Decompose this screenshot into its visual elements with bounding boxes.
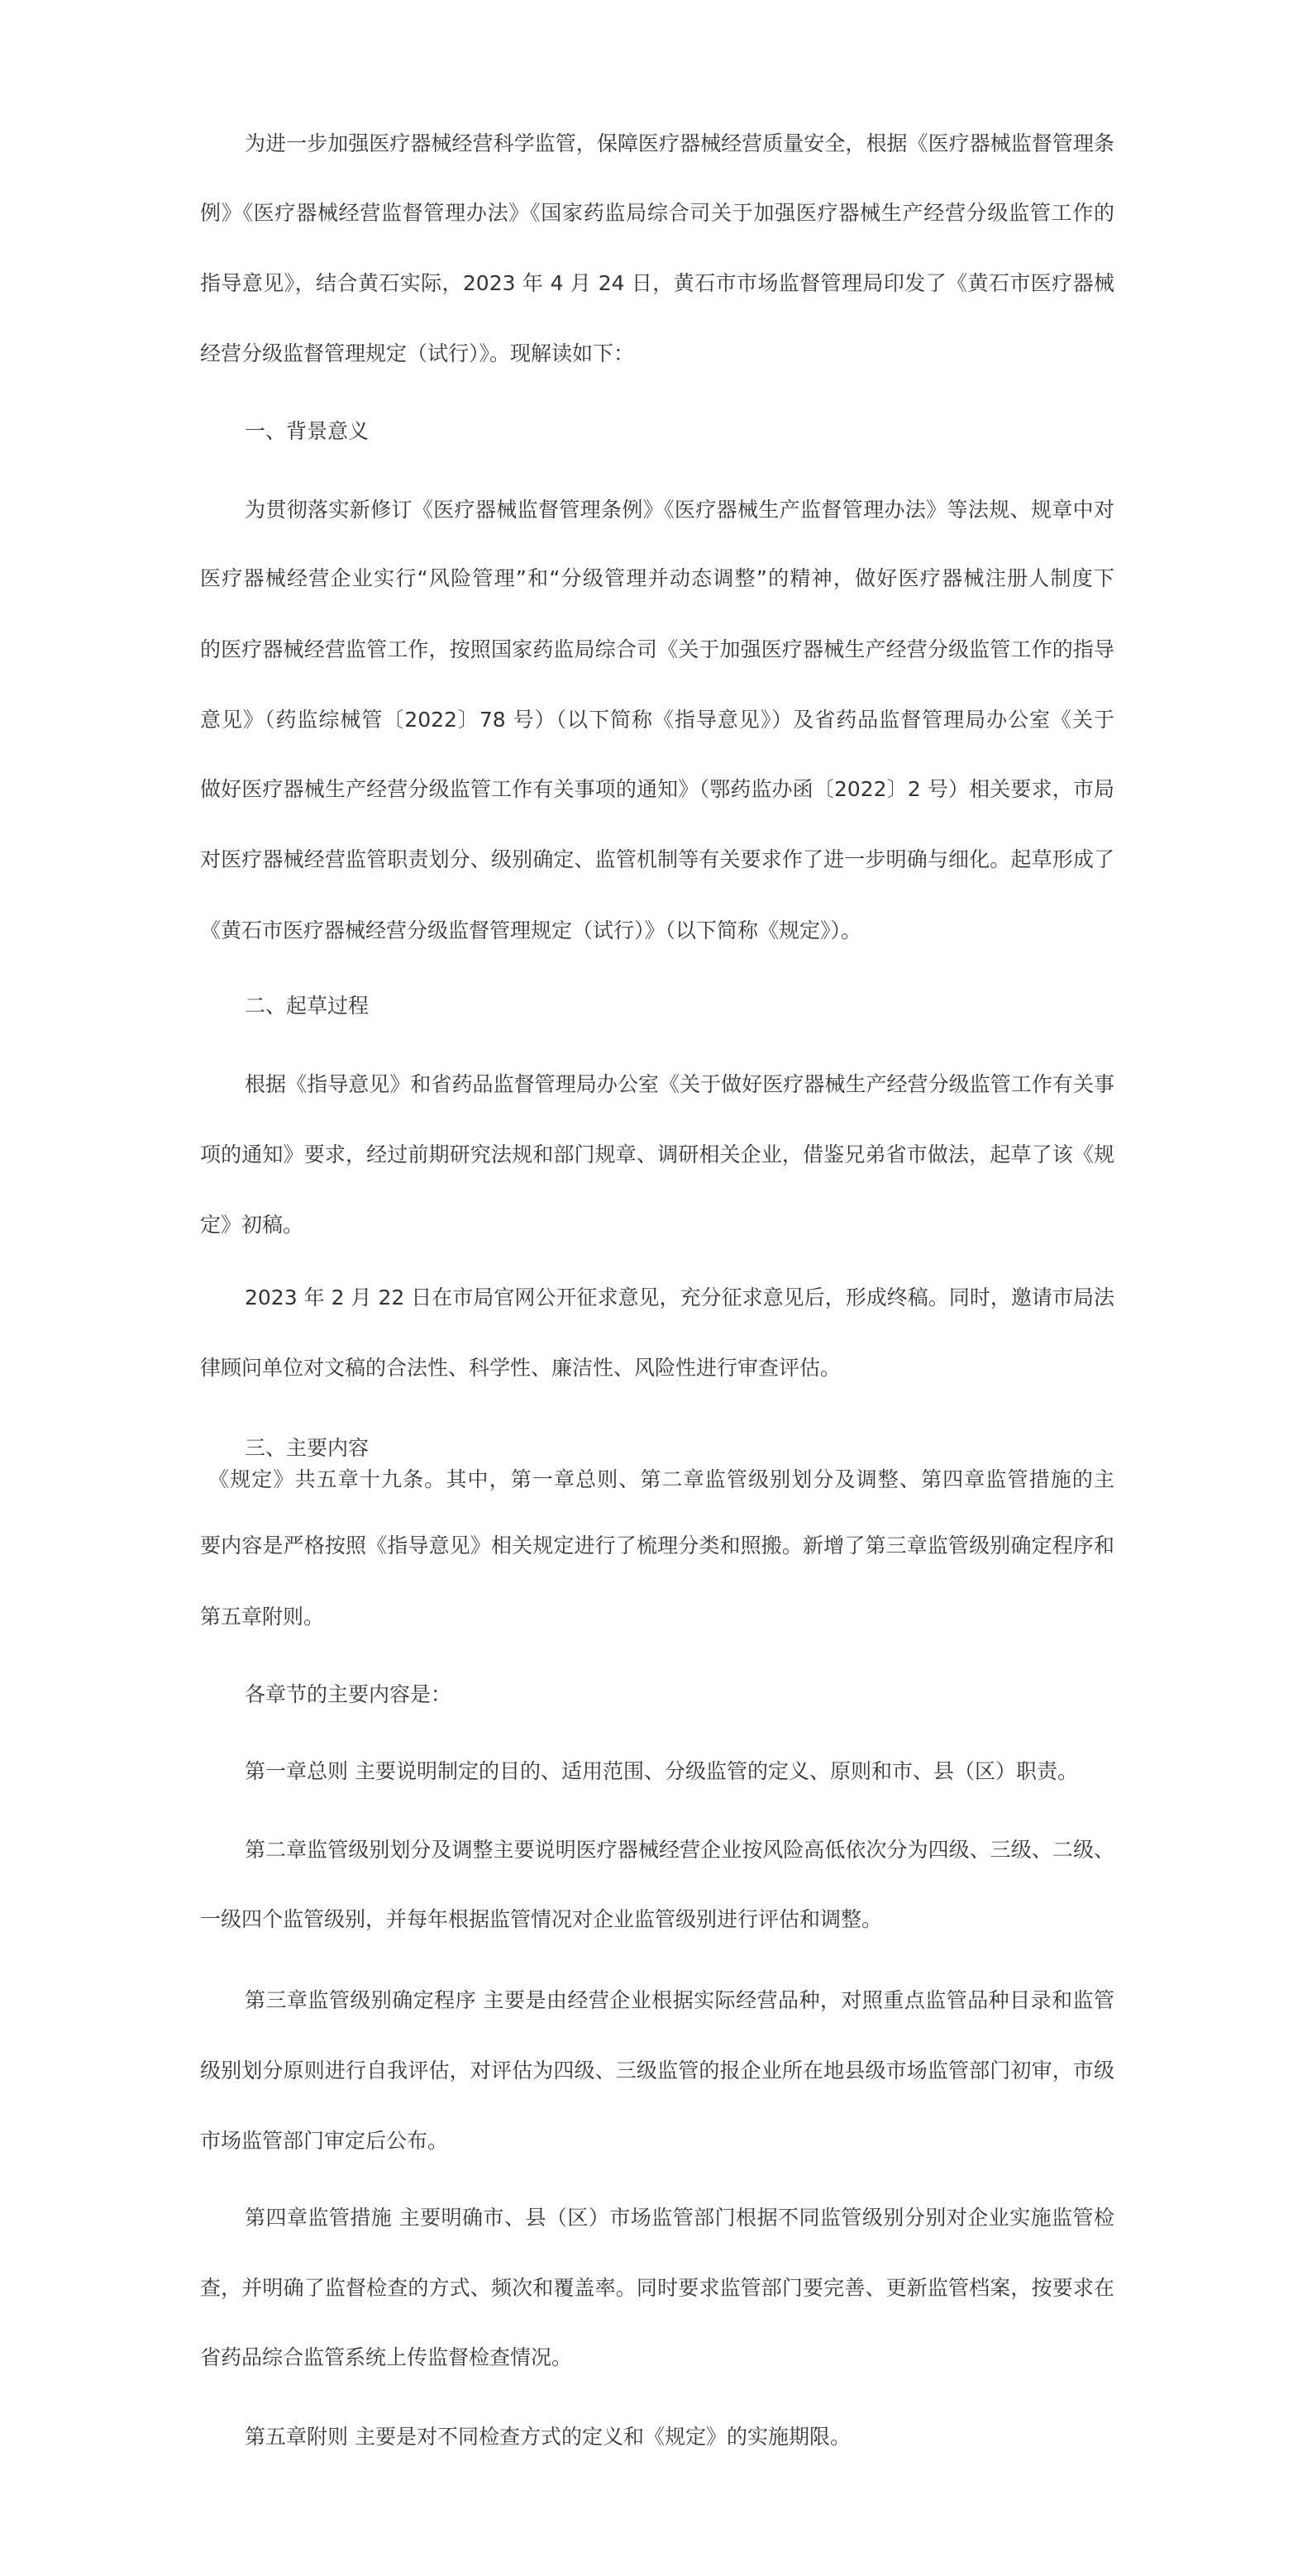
paragraph-line: 为贯彻落实新修订《医疗器械监督管理条例》《医疗器械生产监督管理办法》等法规、规章中对: [245, 498, 1114, 522]
paragraph-line: 对医疗器械经营监管职责划分、级别确定、监管机制等有关要求作了进一步明确与细化。起草形成了: [200, 847, 1114, 871]
paragraph-line: 第五章附则 主要是对不同检查方式的定义和《规定》的实施期限。: [245, 2425, 851, 2449]
section-heading-main-content: 三、主要内容: [245, 1436, 370, 1460]
paragraph-line: 查，并明确了监督检查的方式、频次和覆盖率。同时要求监管部门要完善、更新监管档案，按要求在: [200, 2276, 1114, 2300]
paragraph-line: 第五章附则。: [200, 1605, 325, 1629]
paragraph-line: 根据《指导意见》和省药品监督管理局办公室《关于做好医疗器械生产经营分级监管工作有关事: [245, 1072, 1114, 1096]
paragraph-line: 医疗器械经营企业实行“风险管理”和“分级管理并动态调整”的精神，做好医疗器械注册人制度下: [200, 566, 1114, 590]
section-heading-background: 一、背景意义: [245, 419, 370, 443]
paragraph-line: 省药品综合监管系统上传监督检查情况。: [200, 2345, 573, 2369]
paragraph-line: 一级四个监管级别，并每年根据监管情况对企业监管级别进行评估和调整。: [200, 1907, 883, 1931]
paragraph-line: 例》《医疗器械经营监督管理办法》《国家药监局综合司关于加强医疗器械生产经营分级监管工作的: [200, 201, 1114, 225]
paragraph-line: 《规定》共五章十九条。其中，第一章总则、第二章监管级别划分及调整、第四章监管措施的主: [208, 1467, 1114, 1491]
paragraph-line: 第一章总则 主要说明制定的目的、适用范围、分级监管的定义、原则和市、县（区）职责。: [245, 1759, 1078, 1783]
chapters-intro: 各章节的主要内容是：: [245, 1682, 452, 1706]
paragraph-line: 第二章监管级别划分及调整主要说明医疗器械经营企业按风险高低依次分为四级、三级、二级、: [245, 1838, 1114, 1862]
paragraph-line: 项的通知》要求，经过前期研究法规和部门规章、调研相关企业，借鉴兄弟省市做法，起草了该《规: [200, 1143, 1114, 1166]
paragraph-line: 市场监管部门审定后公布。: [200, 2129, 449, 2153]
paragraph-line: 做好医疗器械生产经营分级监管工作有关事项的通知》（鄂药监办函〔2022〕2 号）相关要求，市局: [200, 777, 1114, 801]
paragraph-line: 经营分级监督管理规定（试行）》。现解读如下：: [200, 341, 635, 365]
paragraph-line: 为进一步加强医疗器械经营科学监管，保障医疗器械经营质量安全，根据《医疗器械监督管理条: [245, 131, 1114, 155]
paragraph-line: 意见》（药监综械管〔2022〕78 号）（以下简称《指导意见》）及省药品监督管理局办公室《关于: [200, 708, 1114, 732]
paragraph-line: 第四章监管措施 主要明确市、县（区）市场监管部门根据不同监管级别分别对企业实施监管检: [245, 2206, 1114, 2230]
paragraph-line: 律顾问单位对文稿的合法性、科学性、廉洁性、风险性进行审查评估。: [200, 1356, 842, 1380]
paragraph-line: 2023 年 2 月 22 日在市局官网公开征求意见，充分征求意见后，形成终稿。同时，邀请市局法: [245, 1286, 1114, 1309]
paragraph-line: 的医疗器械经营监管工作，按照国家药监局综合司《关于加强医疗器械生产经营分级监管工作的指导: [200, 637, 1114, 661]
paragraph-line: 《黄石市医疗器械经营分级监督管理规定（试行）》（以下简称《规定》）。: [200, 918, 862, 942]
paragraph-line: 要内容是严格按照《指导意见》相关规定进行了梳理分类和照搬。新增了第三章监管级别确定程序和: [200, 1534, 1114, 1558]
paragraph-line: 级别划分原则进行自我评估，对评估为四级、三级监管的报企业所在地县级市场监管部门初审，市级: [200, 2058, 1114, 2082]
section-heading-drafting: 二、起草过程: [245, 994, 370, 1018]
paragraph-line: 指导意见》，结合黄石实际，2023 年 4 月 24 日，黄石市市场监督管理局印发了《黄石市医疗器械: [200, 271, 1114, 295]
paragraph-line: 第三章监管级别确定程序 主要是由经营企业根据实际经营品种，对照重点监管品种目录和监管: [245, 1988, 1114, 2012]
paragraph-line: 定》初稿。: [200, 1213, 304, 1237]
